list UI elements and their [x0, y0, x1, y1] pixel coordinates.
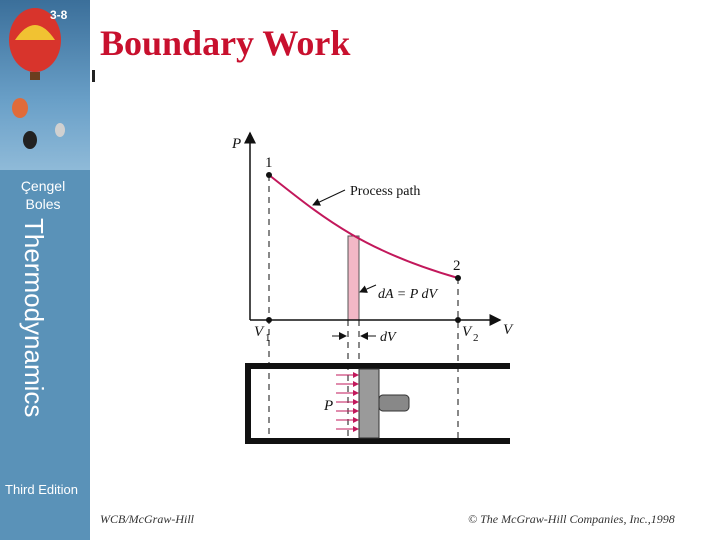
process-path-label: Process path: [350, 184, 421, 199]
edition-label: Third Edition: [5, 482, 78, 497]
state-2-label: 2: [453, 258, 461, 274]
v2-point: [455, 317, 461, 323]
state-2-point: [455, 275, 461, 281]
v2-label: V: [462, 324, 472, 340]
publisher-label: WCB/McGraw-Hill: [100, 512, 194, 526]
dv-label: dV: [380, 330, 396, 345]
v-axis-label: V: [503, 322, 513, 338]
state-1-point: [266, 172, 272, 178]
area-leader: [360, 285, 376, 292]
p-axis-label: P: [232, 136, 242, 152]
page-title: Boundary Work: [100, 23, 351, 63]
slide-number: 3-8: [50, 8, 68, 22]
piston-rod: [379, 395, 409, 411]
cylinder-top-wall: [245, 363, 510, 369]
cylinder-bottom-wall: [245, 438, 510, 444]
pressure-arrows: [336, 375, 358, 429]
process-leader: [313, 190, 345, 205]
cylinder-end-wall: [245, 363, 251, 444]
state-1-label: 1: [265, 155, 273, 171]
piston: [359, 369, 379, 438]
v1-point: [266, 317, 272, 323]
area-label: dA = P dV: [378, 287, 438, 302]
author-name: Çengel: [20, 178, 66, 194]
piston-pressure-label: P: [324, 398, 334, 414]
work-strip: [348, 236, 359, 320]
copyright-label: © The McGraw-Hill Companies, Inc.,1998: [468, 512, 675, 526]
author-name: Boles: [25, 196, 61, 212]
v2-subscript: 2: [473, 332, 479, 344]
subject-label: Thermodynamics: [19, 218, 49, 418]
v1-subscript: 1: [265, 332, 271, 344]
v1-label: V: [254, 324, 264, 340]
